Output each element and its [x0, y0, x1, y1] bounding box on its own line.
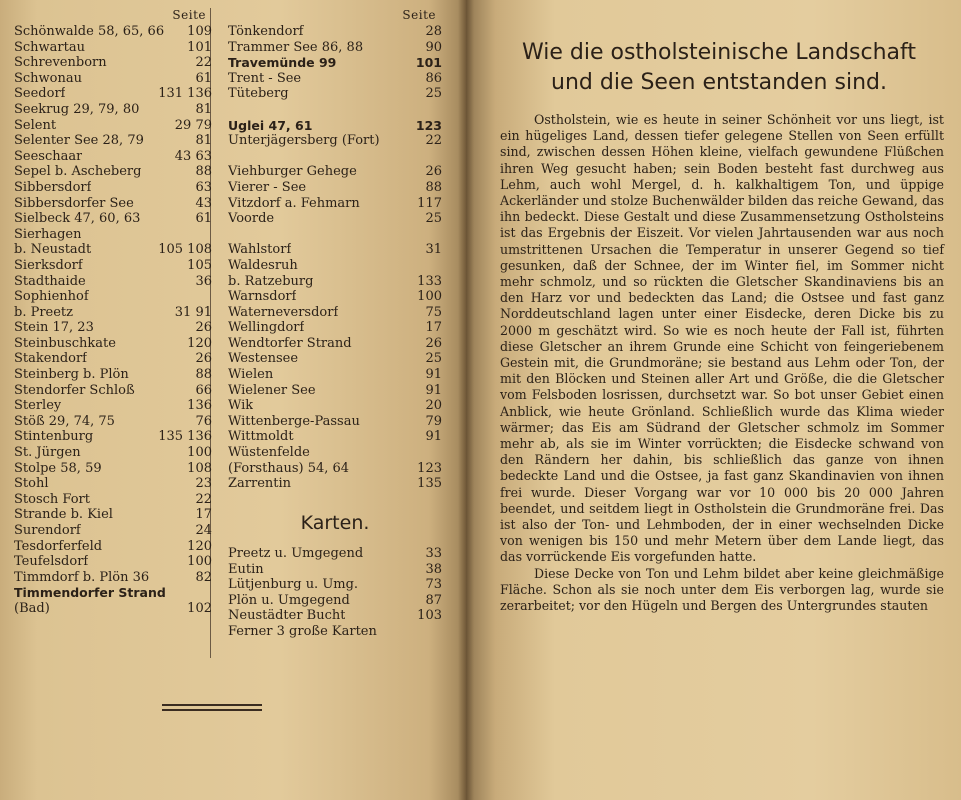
entry-name: (Bad) — [14, 600, 50, 616]
entry-page: 61 — [195, 211, 212, 227]
entry-name: Tüteberg — [228, 86, 289, 102]
entry-name: Vierer - See — [228, 179, 307, 195]
index-entry — [14, 351, 212, 367]
entry-page: 22 — [195, 491, 212, 507]
index-entry — [228, 562, 442, 578]
index-entry — [228, 86, 442, 102]
entry-name: Eutin — [228, 561, 264, 577]
entry-name: St. Jürgen — [14, 445, 81, 461]
entry-name: Stakendorf — [14, 351, 87, 367]
heading-line: und die Seen entstanden sind. — [551, 70, 887, 95]
entry-page: 63 — [195, 179, 212, 195]
index-entry — [228, 149, 442, 165]
index-entry — [228, 624, 442, 640]
column-header: Seite — [172, 8, 206, 22]
entry-name: Strande b. Kiel — [14, 507, 113, 523]
entry-name: Voorde — [228, 211, 275, 227]
entry-name: Tesdorferfeld — [14, 538, 103, 554]
entry-name: Travemünde 99 — [228, 55, 337, 71]
entry-name: Seedorf — [14, 86, 66, 102]
entry-page: 31 91 — [174, 304, 212, 320]
index-entry — [228, 164, 442, 180]
entry-page: 120 — [187, 538, 212, 554]
entry-name: Waterneversdorf — [228, 304, 339, 320]
entry-name: Ferner 3 große Karten — [228, 623, 377, 639]
entry-name: Wittenberge-Passau — [228, 413, 360, 429]
entry-name: Seeschaar — [14, 148, 83, 164]
entry-name: Wittmoldt — [228, 429, 294, 445]
index-entry — [14, 211, 212, 227]
entry-name: Schönwalde 58, 65, 66 — [14, 24, 165, 39]
index-entry — [228, 40, 442, 56]
entry-page: 123 — [415, 117, 442, 133]
entry-page: 102 — [187, 600, 212, 616]
index-entry — [228, 211, 442, 227]
index-entry — [228, 227, 442, 243]
decorative-rule — [162, 704, 262, 706]
index-entry — [14, 149, 212, 165]
entry-name: Stolpe 58, 59 — [14, 460, 102, 476]
entry-name: b. Preetz — [14, 304, 74, 320]
index-entry — [14, 492, 212, 508]
entry-page: 28 — [425, 24, 442, 39]
entry-page: 100 — [417, 289, 442, 305]
index-entry — [14, 180, 212, 196]
entry-page: 36 — [195, 273, 212, 289]
entry-name: Teufelsdorf — [14, 554, 89, 570]
paragraph: Ostholstein, wie es heute in seiner Schönheit vor uns liegt, ist ein hügeliges Land, dessen tiefer gelegene Stellen von Seen erfüllt sind, zwischen dessen Höhen kleine, vielfach gewundene Flüßchen ihren Weg gesucht haben; sein Boden besteht fast durchweg aus Lehm, auch wohl Mergel, d. h. kalkhaltigem Ton, und üppige Ackerländer und stolze Buchenwälder bilden das reiche Gewand, das ihn bedeckt. Diese Gestalt und diese Zusammensetzung Ostholsteins ist das Ergebnis der Eiszeit. Vor vielen Jahrtausenden war aus noch umstrittenen Ursachen die Temperatur in unserer Gegend so tief gesunken, daß der Schnee, der im Winter fiel, im Sommer nicht mehr schmolz, und so rückten die Gletscher Skandinaviens bis an den Harz vor und bedeckten das Land; die Ostsee und fast ganz Norddeutschland lagen unter einer Eisdecke, deren Dicke bis zu 2000 m geschätzt wird. So wie es noch heute der Fall ist, führten diese Gletscher an ihrem Grunde eine Schicht von feingeriebenem Gestein mit, die Grundmoräne; sie bestand aus Lehm oder Ton, der mit den Blöcken und Steinen aller Art und Größe, die die Gletscher vom Felsboden losrissen, durchsetzt war. So bot unser Gebiet einen Anblick, wie heute Grönland. Schließlich wurde das Klima wieder wärmer; das Eis am Südrand der Gletscher schmolz im Sommer mehr ab, als sie im Winter vorrückten; die Eisdecke schwand von den Rändern her dahin, bis schließlich das ganze von ihnen bedeckte Land und die Ostsee, ja fast ganz Skandinavien von ihnen frei wurde. Dieser Vorgang war vor 10 000 bis 20 000 Jahren beendet, und seitdem liegt in Ostholstein die Grundmoräne frei. Das ist also der Ton- und Lehmboden, der in einer wechselnden Dicke von wenigen bis 150 und mehr Metern über dem Lande liegt, das das vorrückende Eis vorgefunden hatte. — [500, 112, 944, 565]
entry-page: 66 — [195, 382, 212, 398]
index-entry — [228, 414, 442, 430]
entry-name: Waldesruh — [228, 257, 298, 273]
index-entry — [14, 383, 212, 399]
entry-page: 22 — [195, 55, 212, 71]
entry-name: Trent - See — [228, 70, 302, 86]
index-entry — [228, 258, 442, 274]
index-entry — [228, 196, 442, 212]
entry-page: 25 — [425, 86, 442, 102]
index-entry — [228, 55, 442, 71]
column-header: Seite — [402, 8, 436, 22]
index-entry — [228, 577, 442, 593]
entry-page: 123 — [417, 460, 442, 476]
entry-name: Vitzdorf a. Fehmarn — [228, 195, 360, 211]
entry-page: 100 — [187, 445, 212, 461]
entry-name: Westensee — [228, 351, 299, 367]
entry-page: 31 — [425, 242, 442, 258]
entry-name: Stintenburg — [14, 429, 94, 445]
entry-name: Plön u. Umgegend — [228, 592, 350, 608]
entry-page: 101 — [187, 39, 212, 55]
entry-name: Stöß 29, 74, 75 — [14, 413, 115, 429]
index-entry — [14, 429, 212, 445]
entry-name: Schwonau — [14, 70, 83, 86]
entry-page: 88 — [195, 367, 212, 383]
heading-line: Wie die ostholsteinische Landschaft — [521, 40, 916, 65]
index-entry — [228, 445, 442, 461]
index-entry — [228, 24, 442, 40]
entry-page: 26 — [425, 335, 442, 351]
entry-page: 133 — [417, 273, 442, 289]
index-entry — [14, 242, 212, 258]
entry-name: Unterjägersberg (Fort) — [228, 133, 380, 149]
index-entry — [228, 242, 442, 258]
entry-name: b. Neustadt — [14, 242, 92, 258]
entry-page: 23 — [195, 476, 212, 492]
entry-page: 81 — [195, 101, 212, 117]
entry-name: Wik — [228, 398, 254, 414]
entry-page: 117 — [417, 195, 442, 211]
entry-page: 26 — [195, 320, 212, 336]
index-entry — [228, 133, 442, 149]
index-entry — [14, 86, 212, 102]
entry-page: 108 — [187, 460, 212, 476]
index-entry — [14, 289, 212, 305]
index-entry — [14, 118, 212, 134]
entry-name: Lütjenburg u. Umg. — [228, 577, 359, 593]
index-entry — [14, 523, 212, 539]
entry-name: Sierksdorf — [14, 257, 83, 273]
index-page — [0, 0, 466, 800]
entry-name: Timmdorf b. Plön 36 — [14, 569, 150, 585]
index-entry — [228, 608, 442, 624]
entry-name: Preetz u. Umgegend — [228, 546, 364, 561]
entry-name: Sibbersdorfer See — [14, 195, 134, 211]
entry-name: Stohl — [14, 476, 49, 492]
index-entry — [14, 476, 212, 492]
entry-page: 24 — [195, 523, 212, 538]
entry-page: 75 — [425, 304, 442, 320]
index-entry — [14, 398, 212, 414]
entry-page: 109 — [187, 24, 212, 39]
entry-name: Stendorfer Schloß — [14, 382, 135, 398]
entry-page: 82 — [195, 569, 212, 585]
index-entry — [228, 367, 442, 383]
entry-page: 136 — [187, 398, 212, 414]
index-entry — [228, 461, 442, 477]
index-entry — [14, 71, 212, 87]
entry-name: Uglei 47, 61 — [228, 117, 313, 133]
entry-page: 43 63 — [174, 148, 212, 164]
entry-name: Timmendorfer Strand — [14, 585, 166, 601]
index-entry — [228, 320, 442, 336]
index-entry — [14, 274, 212, 290]
index-entry — [14, 570, 212, 586]
index-entry — [14, 585, 212, 601]
index-entry — [14, 507, 212, 523]
entry-page: 17 — [425, 320, 442, 336]
entry-page: 26 — [425, 164, 442, 180]
entry-name: Sophienhof — [14, 289, 89, 305]
entry-name: Sielbeck 47, 60, 63 — [14, 211, 141, 227]
index-entry — [228, 383, 442, 399]
entry-name: Viehburger Gehege — [228, 164, 357, 180]
entry-page: 79 — [425, 413, 442, 429]
entry-page: 105 108 — [158, 242, 212, 258]
book-gutter — [458, 0, 474, 800]
entry-page: 87 — [425, 592, 442, 608]
entry-name: Trammer See 86, 88 — [228, 39, 364, 55]
maps-list — [228, 546, 442, 640]
index-entry — [228, 305, 442, 321]
entry-name: Schwartau — [14, 39, 85, 55]
entry-page: 29 79 — [174, 117, 212, 133]
index-entry — [228, 102, 442, 118]
index-entry — [14, 196, 212, 212]
entry-name: Sterley — [14, 398, 62, 414]
index-entry — [228, 180, 442, 196]
index-entry — [14, 102, 212, 118]
index-entry — [228, 546, 442, 562]
entry-page: 103 — [417, 608, 442, 624]
index-entry — [14, 164, 212, 180]
entry-name: Sepel b. Ascheberg — [14, 164, 142, 180]
entry-page: 101 — [415, 55, 442, 71]
entry-page: 61 — [195, 70, 212, 86]
entry-page: 73 — [425, 577, 442, 593]
entry-page: 88 — [425, 179, 442, 195]
entry-page: 33 — [425, 546, 442, 561]
index-entry — [14, 554, 212, 570]
index-entry — [14, 414, 212, 430]
index-entry — [228, 398, 442, 414]
entry-page: 20 — [425, 398, 442, 414]
chapter-heading — [494, 38, 944, 98]
entry-name: Seekrug 29, 79, 80 — [14, 101, 140, 117]
entry-name: Steinberg b. Plön — [14, 367, 129, 383]
entry-name: Surendorf — [14, 523, 81, 538]
entry-name: Wahlstorf — [228, 242, 292, 258]
index-entry — [228, 289, 442, 305]
entry-page: 43 — [195, 195, 212, 211]
entry-page: 91 — [425, 382, 442, 398]
index-entry — [14, 40, 212, 56]
entry-name: Wendtorfer Strand — [228, 335, 352, 351]
index-entry — [14, 320, 212, 336]
index-entry — [14, 367, 212, 383]
entry-name: Stein 17, 23 — [14, 320, 94, 336]
entry-page: 22 — [425, 133, 442, 149]
index-entry — [14, 445, 212, 461]
entry-page: 17 — [195, 507, 212, 523]
entry-page: 90 — [425, 39, 442, 55]
entry-name: Zarrentin — [228, 476, 292, 492]
index-entry — [14, 305, 212, 321]
paragraph: Diese Decke von Ton und Lehm bildet aber keine gleichmäßige Fläche. Schon als sie noch unter dem Eis verborgen lag, wurde sie zerarbeitet; vor den Hügeln und Bergen des Untergrundes stauten — [500, 565, 944, 614]
index-entry — [14, 55, 212, 71]
entry-page: 26 — [195, 351, 212, 367]
index-entry — [228, 336, 442, 352]
index-entry — [228, 351, 442, 367]
entry-page: 135 — [417, 476, 442, 492]
entry-name: Tönkendorf — [228, 24, 304, 39]
entry-name: b. Ratzeburg — [228, 273, 314, 289]
entry-page: 86 — [425, 70, 442, 86]
entry-name: Selent — [14, 117, 57, 133]
entry-page: 81 — [195, 133, 212, 149]
entry-page: 105 — [187, 257, 212, 273]
entry-page: 88 — [195, 164, 212, 180]
entry-page: 120 — [187, 335, 212, 351]
entry-page: 131 136 — [158, 86, 212, 102]
index-entry — [14, 24, 212, 40]
index-entry — [228, 71, 442, 87]
index-entry — [14, 133, 212, 149]
entry-name: Wielen — [228, 367, 274, 383]
text-page — [466, 0, 961, 800]
entry-name: Selenter See 28, 79 — [14, 133, 144, 149]
entry-name: Sierhagen — [14, 226, 82, 242]
index-entry — [228, 274, 442, 290]
entry-name: Stosch Fort — [14, 491, 90, 507]
entry-name: Sibbersdorf — [14, 179, 92, 195]
index-entry — [228, 118, 442, 134]
entry-page: 100 — [187, 554, 212, 570]
index-column-b — [228, 8, 442, 492]
index-entry — [228, 429, 442, 445]
entry-page: 91 — [425, 367, 442, 383]
index-entry — [14, 601, 212, 617]
entry-name: Neustädter Bucht — [228, 608, 346, 624]
index-entry — [14, 336, 212, 352]
entry-page: 38 — [425, 561, 442, 577]
entry-name: Steinbuschkate — [14, 335, 116, 351]
entry-name: Schrevenborn — [14, 55, 107, 71]
index-entry — [14, 227, 212, 243]
index-column-a — [14, 8, 212, 617]
index-entry — [14, 258, 212, 274]
decorative-rule — [162, 709, 262, 711]
entry-name: Stadthaide — [14, 273, 86, 289]
entry-page: 91 — [425, 429, 442, 445]
body-text — [500, 112, 944, 614]
index-entry — [228, 593, 442, 609]
entry-name: Wüstenfelde — [228, 445, 310, 461]
entry-name: Wielener See — [228, 382, 316, 398]
entry-page: 135 136 — [158, 429, 212, 445]
entry-name: (Forsthaus) 54, 64 — [228, 460, 350, 476]
entry-page: 25 — [425, 211, 442, 227]
maps-heading: Karten. — [300, 512, 370, 534]
entry-page: 25 — [425, 351, 442, 367]
index-entry — [14, 461, 212, 477]
index-entry — [14, 539, 212, 555]
index-entry — [228, 476, 442, 492]
entry-page: 76 — [195, 413, 212, 429]
entry-name: Wellingdorf — [228, 320, 305, 336]
entry-name: Warnsdorf — [228, 289, 297, 305]
